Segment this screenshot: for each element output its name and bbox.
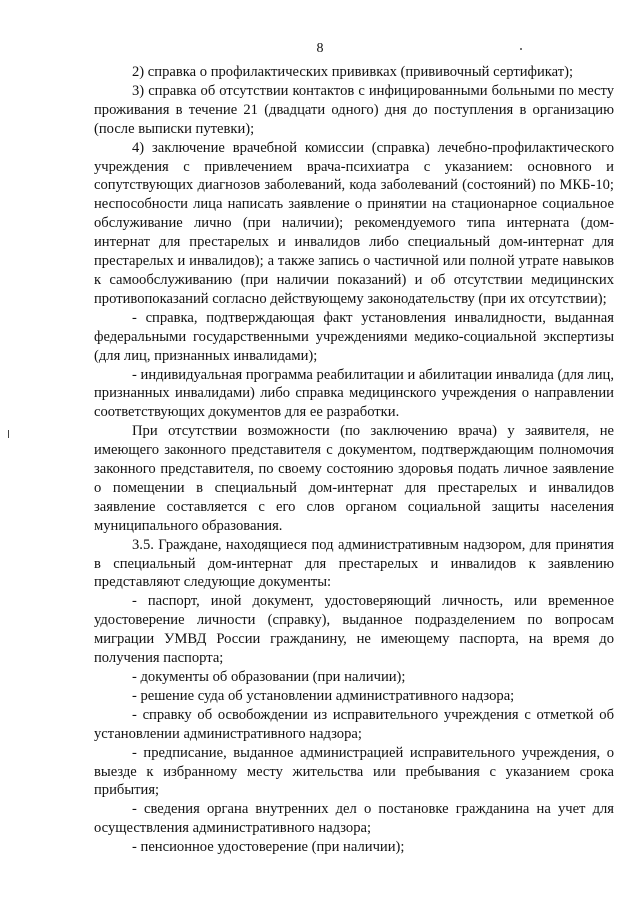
paragraph-passport: - паспорт, иной документ, удостоверяющий личность, или временное удостоверение личности (справку), выданное подразделением по вопросам миграции УМВД России гражданину, не имеющему паспорта, на время до получения паспорта; [94,593,614,667]
page-number: 8 [316,41,324,56]
document-body [94,63,614,857]
paragraph-prescription: - предписание, выданное администрацией исправительного учреждения, о выезде к избранному месту жительства или пребывания с указанием срока прибытия; [94,744,614,799]
scan-artifact [8,430,9,438]
paragraph-disability-certificate: - справка, подтверждающая факт установления инвалидности, выданная федеральными государственными учреждениями медико-социальной экспертизы (для лиц, признанных инвалидами); [94,309,614,364]
paragraph-section-3-5: 3.5. Граждане, находящиеся под административным надзором, для принятия в специальный дом-интернат для престарелых и инвалидов к заявлению представляют следующие документы: [94,536,614,591]
scan-artifact [520,48,522,50]
paragraph-police-registration: - сведения органа внутренних дел о постановке гражданина на учет для осуществления административного надзора; [94,801,614,837]
paragraph-contacts-certificate: 3) справка об отсутствии контактов с инфицированными больными по месту проживания в течение 21 (двадцати одного) дня до поступления в организацию (после выписки путевки); [94,82,614,137]
paragraph-education-documents: - документы об образовании (при наличии); [132,669,406,685]
paragraph-no-possibility: При отсутствии возможности (по заключению врача) у заявителя, не имеющего законного представителя с документом, подтверждающим полномочия законного представителя, по своему состоянию здоровья подать личное заявление о помещении в специальный дом-интернат для престарелых и инвалидов заявление составляется с его слов органом социальной защиты населения муниципального образования. [94,423,614,534]
paragraph-medical-commission: 4) заключение врачебной комиссии (справка) лечебно-профилактического учреждения с привлечением врача-психиатра с указанием: основного и сопутствующих диагнозов заболеваний, кода заболеваний (состояний) по МКБ-10; неспособности лица написать заявление о принятии на стационарное социальное обслуживание лично (при наличии); рекомендуемого типа интерната (дом-интернат для престарелых и инвалидов либо специальный дом-интернат для престарелых и инвалидов); а также запись о частичной или полной утрате навыков к самообслуживанию (при наличии показаний) и об отсутствии медицинских противопоказаний согласно действующему законодательству (при их отсутствии); [94,139,614,307]
paragraph-court-decision: - решение суда об установлении административного надзора; [132,687,515,704]
paragraph-vaccination-certificate: 2) справка о профилактических прививках (прививочный сертификат); [132,64,574,80]
paragraph-rehabilitation-program: - индивидуальная программа реабилитации и абилитации инвалида (для лиц, признанных инвалидами) либо справка медицинского учреждения о направлении соответствующих документов для ее разработки. [94,366,614,421]
paragraph-release-certificate: - справку об освобождении из исправительного учреждения с отметкой об установлении административного надзора; [94,706,614,742]
paragraph-pension-certificate: - пенсионное удостоверение (при наличии); [132,839,405,856]
